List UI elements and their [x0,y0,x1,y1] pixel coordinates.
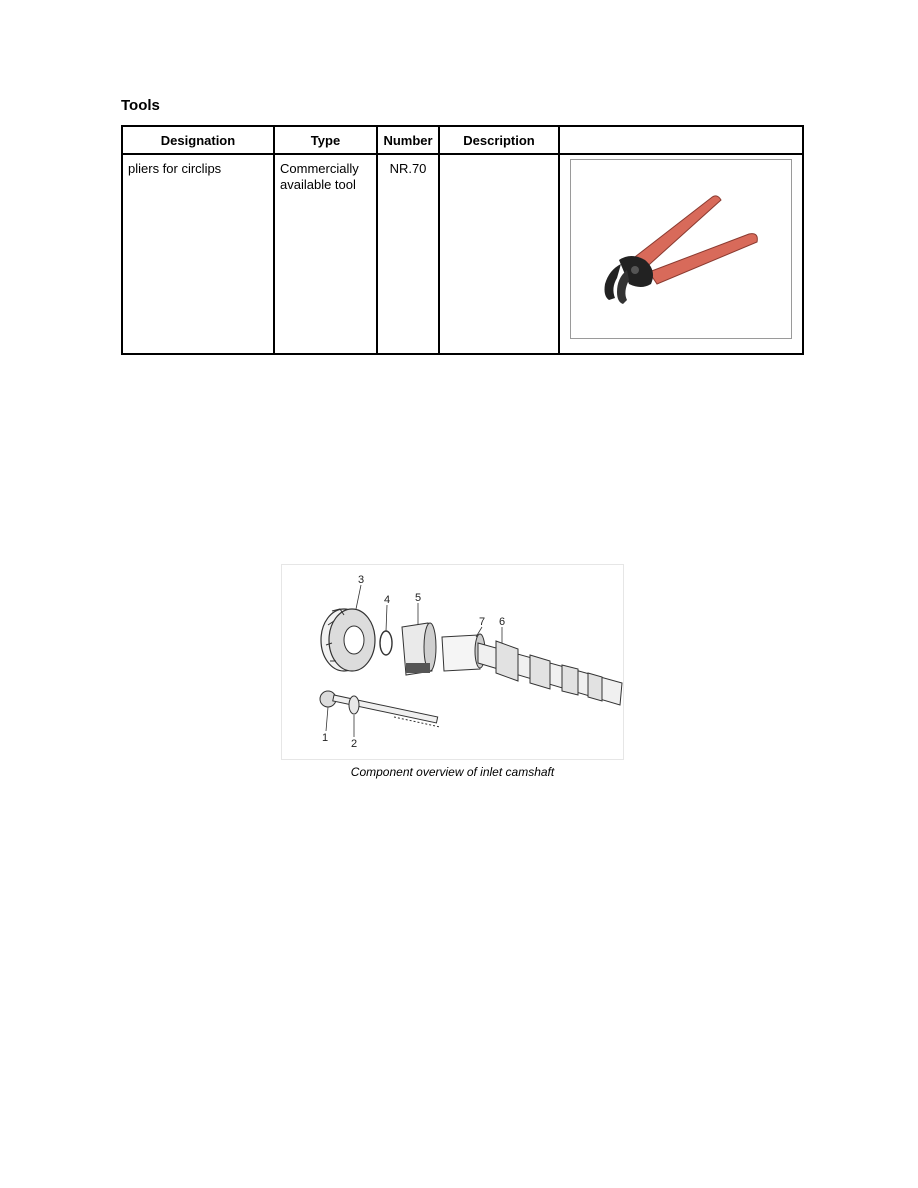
camshaft-exploded-diagram [282,565,623,759]
table-row [122,154,803,354]
col-header-number: Number [377,126,439,154]
callout-7: 7 [479,616,486,628]
col-header-designation: Designation [122,126,274,154]
cell-designation: pliers for circlips [122,154,274,354]
col-header-description: Description [439,126,559,154]
table-header-row [122,126,803,154]
callout-2: 2 [351,738,358,750]
callout-1: 1 [322,732,329,744]
callout-3: 3 [358,574,365,586]
cell-number: NR.70 [377,154,439,354]
figure-caption: Component overview of inlet camshaft [350,765,555,779]
callout-5: 5 [415,592,422,604]
callout-4: 4 [384,594,391,606]
col-header-image [559,126,803,154]
callout-6: 6 [499,616,506,628]
circlip-pliers-illustration [571,160,791,338]
col-header-type: Type [274,126,377,154]
tools-table [121,125,804,355]
cell-image [559,154,803,354]
cell-type: Commercially available tool [274,154,377,354]
cell-description [439,154,559,354]
camshaft-figure [281,564,624,760]
pliers-image [570,159,792,339]
section-heading: Tools [121,97,160,114]
